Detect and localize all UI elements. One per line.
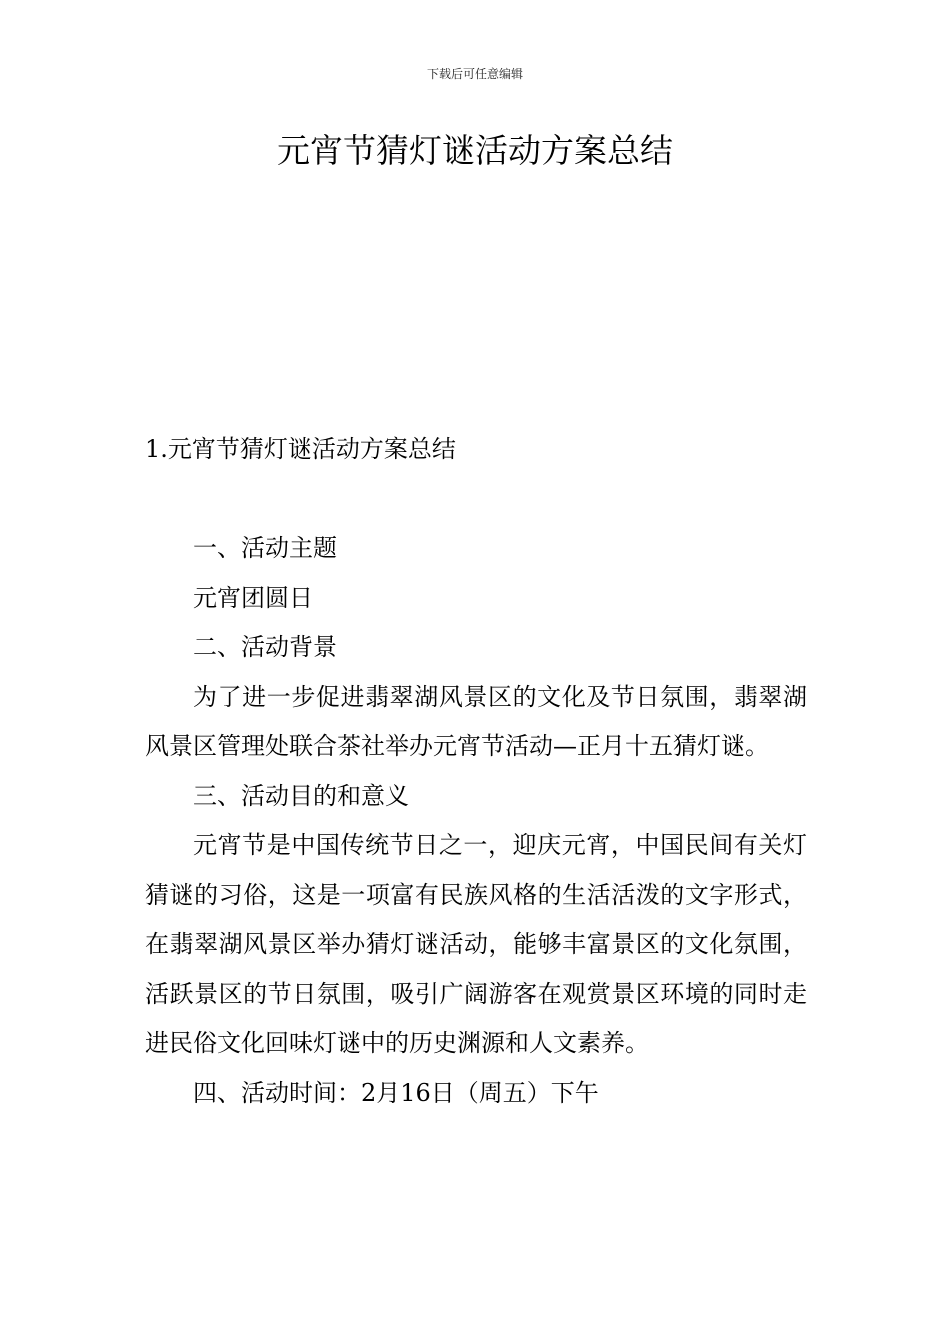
page-header-note: 下载后可任意编辑 [426,67,523,81]
paragraph-purpose: 元宵节是中国传统节日之一，迎庆元宵，中国民间有关灯猜谜的习俗，这是一项富有民族风格的生活活泼的文字形式，在翡翠湖风景区举办猜灯谜活动，能够丰富景区的文化氛围，活跃景区的节日氛围，吸引广阔游客在观赏景区环境的同时走进民俗文化回味灯谜中的历史渊源和人文素养。 [145,831,807,1057]
paragraph-theme: 元宵团圆日 [193,583,313,612]
section-heading-block [145,425,807,475]
document-title: 元宵节猜灯谜活动方案总结 [277,131,673,170]
paragraph-background: 为了进一步促进翡翠湖风景区的文化及节日氛围，翡翠湖风景区管理处联合茶社举办元宵节活动—正月十五猜灯谜。 [145,682,807,760]
heading-activity-background: 二、活动背景 [193,633,337,661]
heading-purpose-significance: 三、活动目的和意义 [193,781,409,810]
heading-activity-time: 四、活动时间：2月16日（周五）下午 [193,1078,599,1107]
section-heading: 1.元宵节猜灯谜活动方案总结 [145,435,456,463]
heading-activity-theme: 一、活动主题 [193,534,337,562]
document-body [145,524,807,1118]
